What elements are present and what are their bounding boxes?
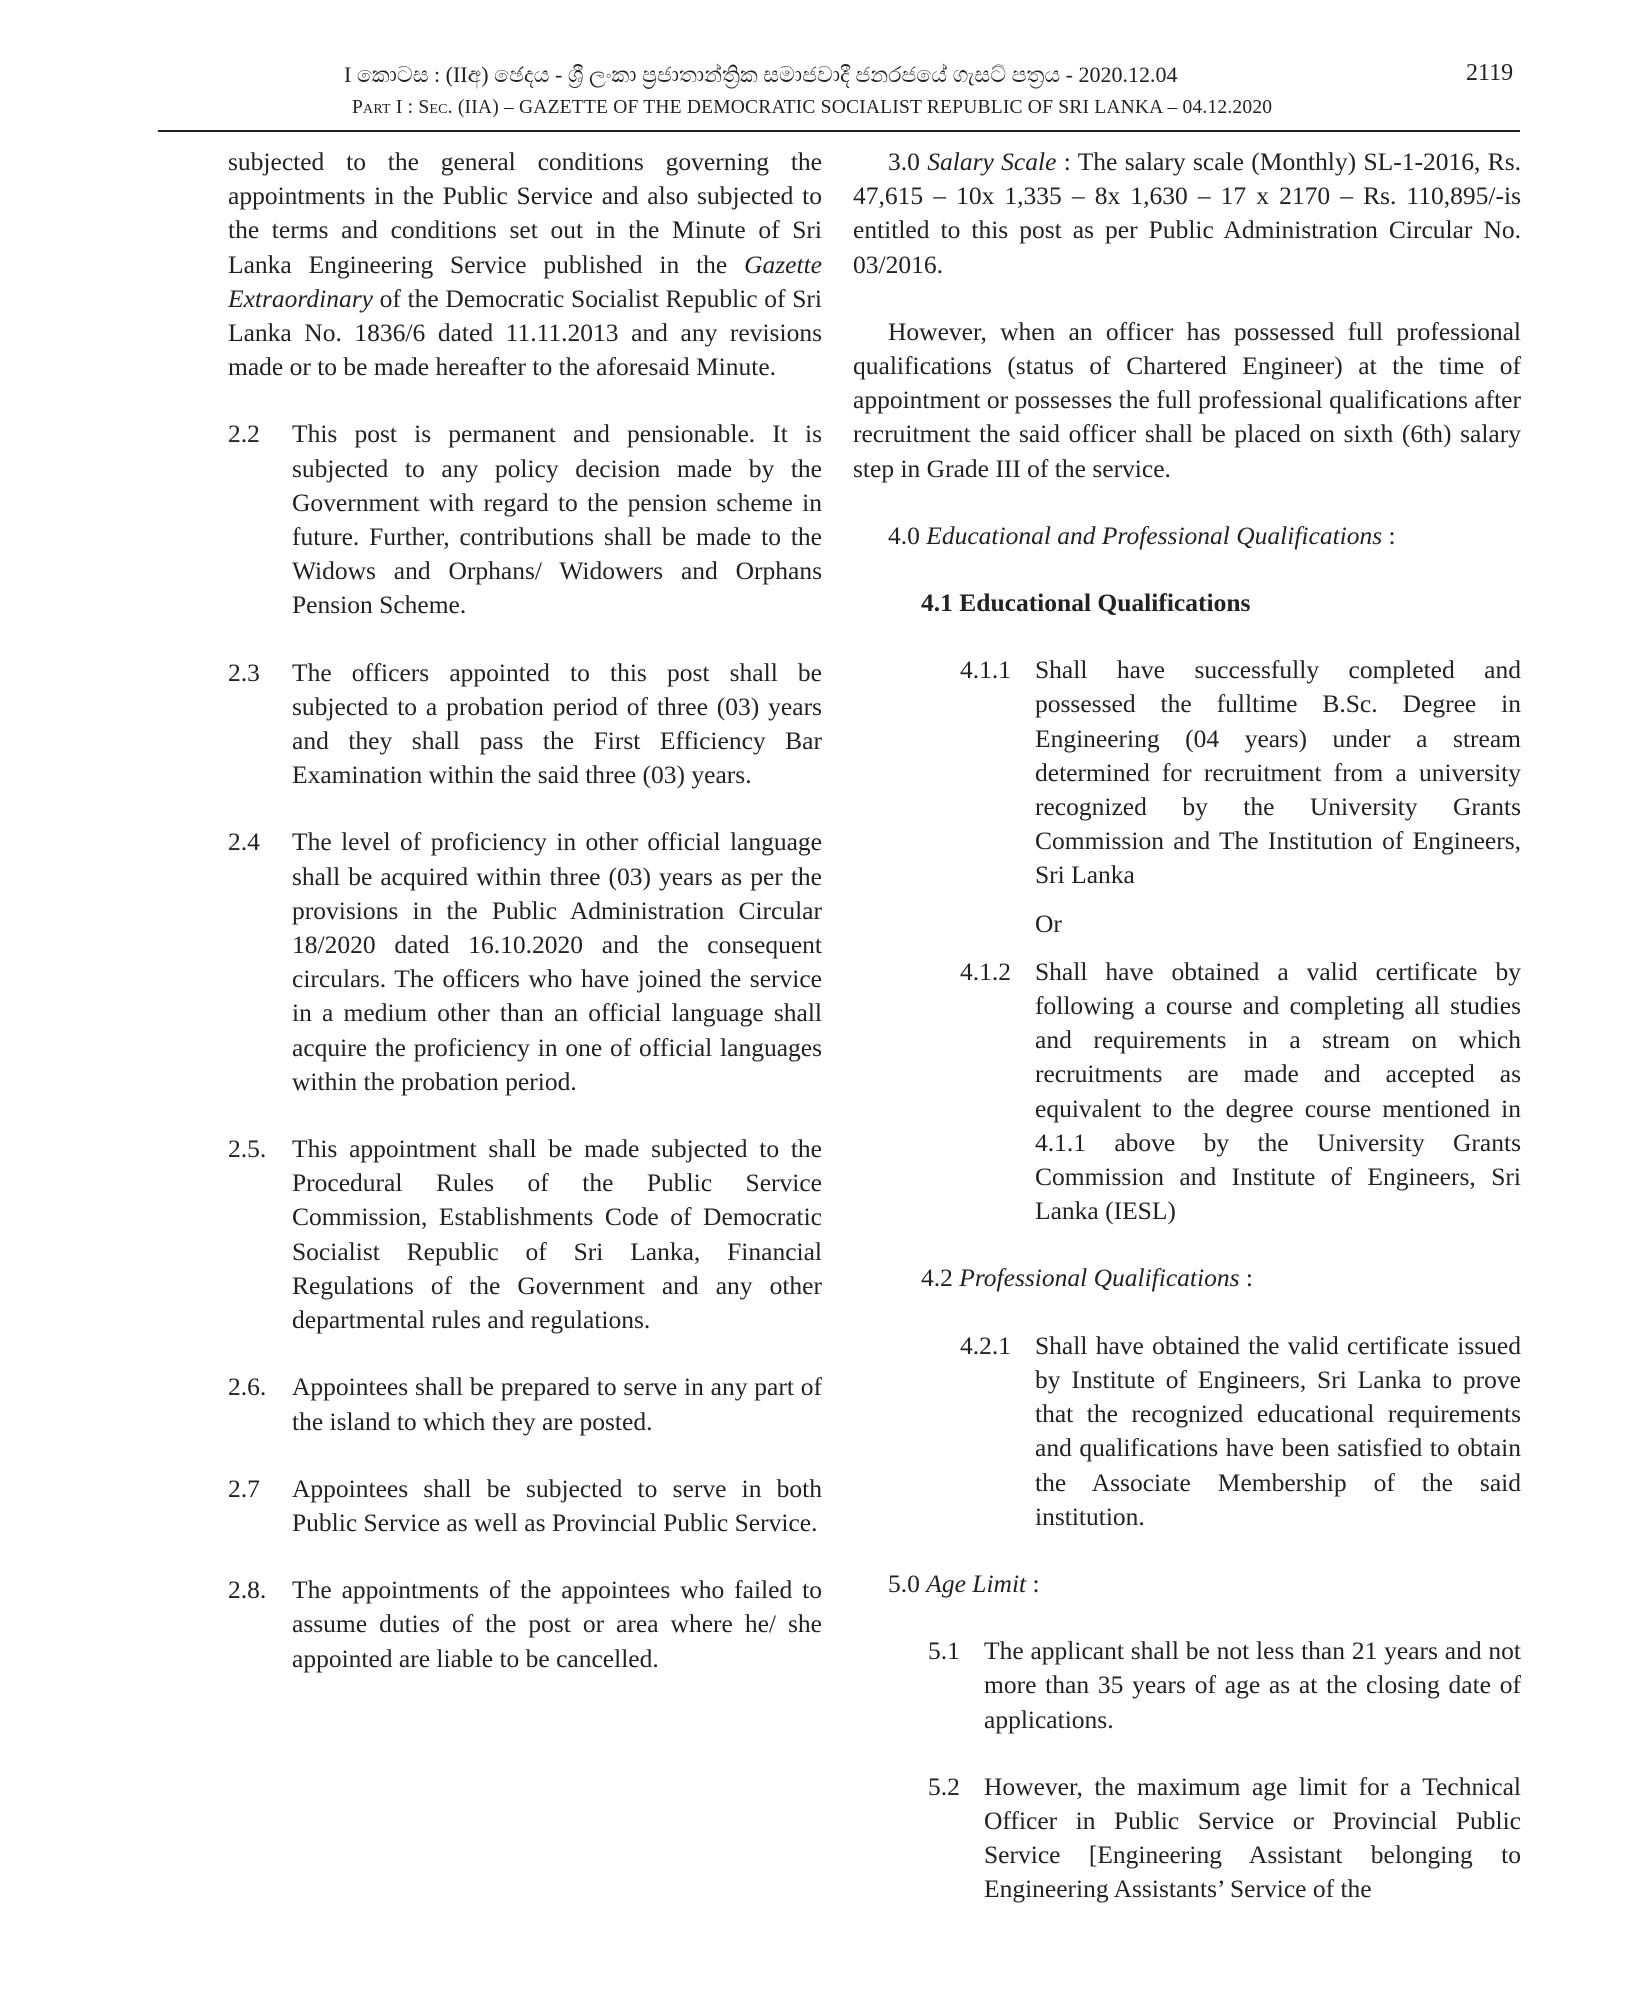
clause-2-3: 2.3 The officers appointed to this post shall be subjected to a probation period of three (03) years and they shall pass the First Efficiency Bar Examination within the said three (03) years. <box>228 657 822 790</box>
header-divider <box>158 130 1520 132</box>
clause-5-1: 5.1 The applicant shall be not less than 21 years and not more than 35 years of age as at the closing date of applications. <box>928 1636 1521 1734</box>
section-4-1-heading: 4.1 Educational Qualifications <box>921 588 1251 618</box>
clause-2-2: 2.2 This post is permanent and pensionable. It is subjected to any policy decision made by the Government with regard to the pension scheme in future. Further, contributions shall be made to the Widows and Orphans/ Widowers and Orphans Pension Scheme. <box>228 419 822 620</box>
clause-5-2: 5.2 However, the maximum age limit for a Technical Officer in Public Service or Provincial Public Service [Engineering Assistant belonging to Engineering Assistants’ Service of the <box>928 1771 1521 1904</box>
however-paragraph: However, when an officer has possessed full professional qualifications (status of Chartered Engineer) at the time of appointment or possesses the full professional qualifications after recruitment the said officer shall be placed on sixth (6th) salary step in Grade III of the service. <box>853 316 1521 483</box>
salary-scale-paragraph: 3.0 Salary Scale : The salary scale (Monthly) SL-1-2016, Rs. 47,615 – 10x 1,335 – 8x 1,630 – 17 x 2170 – Rs. 110,895/-is entitled to this post as per Public Administration Circular No. 03/2016. <box>853 147 1521 279</box>
clause-4-1-2: 4.1.2 Shall have obtained a valid certificate by following a course and completing all studies and requirements in a stream on which recruitments are made and accepted as equivalent to the degree course mentioned in 4.1.1 above by the University Grants Commission and Institute of Engineers, Sri Lanka (IESL) <box>960 956 1521 1226</box>
clause-2-8: 2.8. The appointments of the appointees who failed to assume duties of the post or area where he/ she appointed are liable to be cancelled. <box>228 1575 822 1673</box>
clause-4-2-1: 4.2.1 Shall have obtained the valid certificate issued by Institute of Engineers, Sri Lanka to prove that the recognized educational requirements and qualifications have been satisfied to obtain the Associate Membership of the said institution. <box>960 1330 1521 1531</box>
header-english-line <box>352 97 1272 119</box>
header-gazette-title: (IIA) – GAZETTE OF THE DEMOCRATIC SOCIALIST REPUBLIC OF SRI LANKA – 04.12.2020 <box>457 97 1273 118</box>
or-separator: Or <box>1035 908 1062 938</box>
clause-2-7: 2.7 Appointees shall be subjected to serve in both Public Service as well as Provincial Public Service. <box>228 1473 822 1537</box>
salary-scale-label: Salary Scale <box>927 147 1057 176</box>
continued-paragraph: subjected to the general conditions governing the appointments in the Public Service and also subjected to the terms and conditions set out in the Minute of Sri Lanka Engineering Service published in the Gazette Extraordinary of the Democratic Socialist Republic of Sri Lanka No. 1836/6 dated 11.11.2013 and any revisions made or to be made hereafter to the aforesaid Minute. <box>228 147 822 382</box>
page-number: 2119 <box>1466 60 1514 86</box>
right-column <box>853 145 1521 1907</box>
left-column <box>228 145 822 1676</box>
header-sinhala-line: I කොටස : (IIඅ) ඡෙදය - ශ්‍රී ලංකා ප්‍රජාතාන්ත්‍රික සමාජවාදී ජනරජයේ ගැසට් පත්‍රය - 2020.12.04 <box>344 62 1178 87</box>
clause-2-6: 2.6. Appointees shall be prepared to serve in any part of the island to which they are posted. <box>228 1372 822 1436</box>
section-4-0-heading: 4.0 Educational and Professional Qualifications : <box>888 520 1396 550</box>
clause-2-5: 2.5. This appointment shall be made subjected to the Procedural Rules of the Public Service Commission, Establishments Code of Democratic Socialist Republic of Sri Lanka, Financial Regulations of the Government and any other departmental rules and regulations. <box>228 1134 822 1335</box>
clause-4-1-1: 4.1.1 Shall have successfully completed and possessed the fulltime B.Sc. Degree in Engineering (04 years) under a stream determined for recruitment from a university recognized by the University Grants Commission and The Institution of Engineers, Sri Lanka <box>960 655 1521 890</box>
section-5-0-heading: 5.0 Age Limit : <box>888 1568 1040 1598</box>
clause-2-4: 2.4 The level of proficiency in other official language shall be acquired within three (03) years as per the provisions in the Public Administration Circular 18/2020 dated 16.10.2020 and the consequent circulars. The officers who have joined the service in a medium other than an official language shall acquire the proficiency in one of official languages within the probation period. <box>228 827 822 1096</box>
header-part-label: Part I : Sec. <box>352 97 453 118</box>
section-4-2-heading: 4.2 Professional Qualifications : <box>921 1263 1253 1293</box>
gazette-extraordinary-italic: Gazette Extraordinary <box>228 249 822 313</box>
